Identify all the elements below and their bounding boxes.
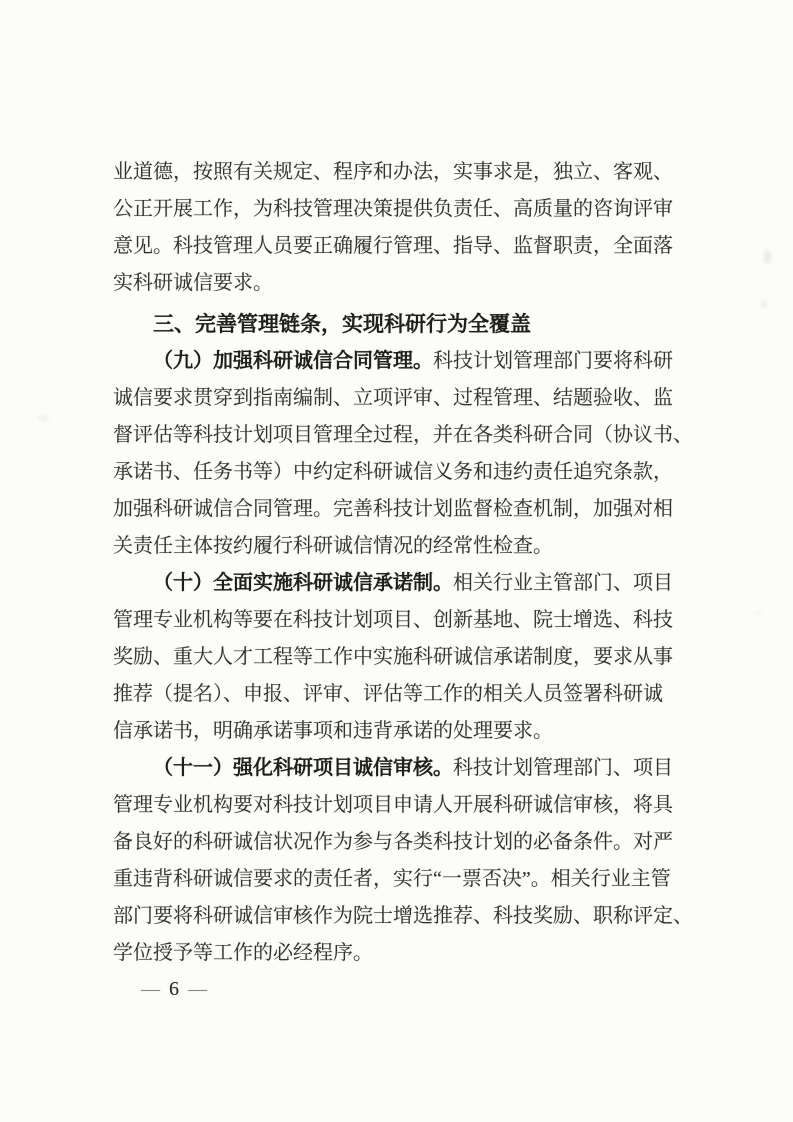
- line-text: 意见。科技管理人员要正确履行管理、指导、监督职责，全面落: [113, 235, 673, 257]
- scan-artifact: [755, 610, 761, 616]
- text-line: [113, 750, 679, 787]
- line-text: 关责任主体按约履行科研诚信情况的经常性检查。: [113, 535, 553, 557]
- line-text: 学位授予等工作的必经程序。: [113, 942, 373, 964]
- line-text: 部门要将科研诚信审核作为院士增选推荐、科技奖励、职称评定、: [113, 905, 693, 927]
- line-text: 管理专业机构等要在科技计划项目、创新基地、院士增选、科技: [113, 609, 673, 631]
- paragraph-lead: （十一）强化科研项目诚信审核。: [153, 757, 453, 779]
- line-text: 实科研诚信要求。: [113, 272, 273, 294]
- text-line: [113, 787, 679, 824]
- text-line: [113, 154, 679, 191]
- page-number-value: 6: [169, 978, 179, 1000]
- text-line: [113, 676, 679, 713]
- text-line: [113, 565, 679, 602]
- page-number-left-dash: —: [141, 979, 160, 1000]
- line-text: 相关行业主管部门、项目: [453, 572, 673, 594]
- text-line: [113, 265, 679, 302]
- line-text: 公正开展工作，为科技管理决策提供负责任、高质量的咨询评审: [113, 198, 673, 220]
- line-text: 科技计划管理部门要将科研: [433, 350, 673, 372]
- text-line: [113, 824, 679, 861]
- line-text: 三、完善管理链条，实现科研行为全覆盖: [153, 313, 531, 336]
- scan-artifact: [763, 250, 772, 264]
- text-line: [113, 454, 679, 491]
- line-text: 业道德，按照有关规定、程序和办法，实事求是，独立、客观、: [113, 161, 673, 183]
- line-text: 信承诺书，明确承诺事项和违背承诺的处理要求。: [113, 720, 553, 742]
- line-text: 督评估等科技计划项目管理全过程，并在各类科研合同（协议书、: [113, 424, 693, 446]
- line-text: 加强科研诚信合同管理。完善科技计划监督检查机制，加强对相: [113, 498, 673, 520]
- line-text: 重违背科研诚信要求的责任者，实行“一票否决”。相关行业主管: [113, 868, 671, 890]
- line-text: 科技计划管理部门、项目: [453, 757, 673, 779]
- text-line: [113, 935, 679, 972]
- text-line: [113, 639, 679, 676]
- text-line: [113, 491, 679, 528]
- text-line: [113, 380, 679, 417]
- text-line: [113, 602, 679, 639]
- text-line: [113, 713, 679, 750]
- line-text: 备良好的科研诚信状况作为参与各类科技计划的必备条件。对严: [113, 831, 673, 853]
- text-line: [113, 417, 693, 454]
- line-text: 奖励、重大人才工程等工作中实施科研诚信承诺制度，要求从事: [113, 646, 673, 668]
- text-line: [113, 228, 679, 265]
- line-text: 推荐（提名）、申报、评审、评估等工作的相关人员签署科研诚: [113, 683, 663, 705]
- line-text: 诚信要求贯穿到指南编制、立项评审、过程管理、结题验收、监: [113, 387, 673, 409]
- page-number: [141, 976, 207, 1002]
- page-number-right-dash: —: [188, 979, 207, 1000]
- text-line: [113, 191, 679, 228]
- paragraph-lead: （十）全面实施科研诚信承诺制。: [153, 572, 453, 594]
- text-block: [113, 154, 693, 972]
- text-line: [113, 898, 693, 935]
- text-line: [113, 861, 679, 898]
- text-line: [113, 343, 679, 380]
- line-text: 承诺书、任务书等）中约定科研诚信义务和违约责任追究条款，: [113, 461, 673, 483]
- section-heading: [113, 306, 679, 343]
- paragraph-lead: （九）加强科研诚信合同管理。: [153, 350, 433, 372]
- line-text: 管理专业机构要对科技计划项目申请人开展科研诚信审核，将具: [113, 794, 673, 816]
- text-line: [113, 528, 679, 565]
- scan-artifact: [760, 300, 767, 308]
- scan-artifact: [37, 415, 49, 421]
